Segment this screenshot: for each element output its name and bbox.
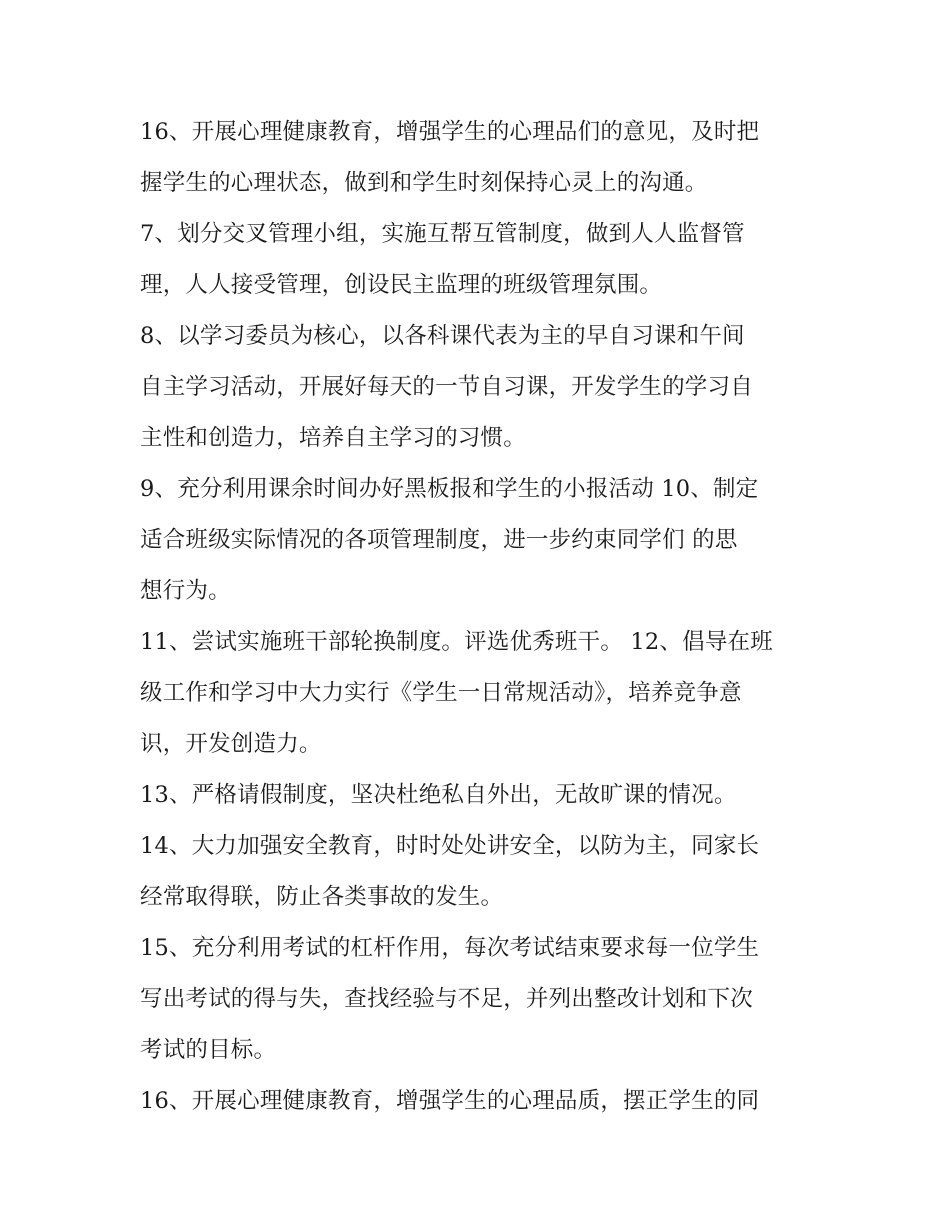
text-line: 主性和创造力，培养自主学习的习惯。 xyxy=(140,425,526,451)
text-line: 8、以学习委员为核心，以各科课代表为主的早自习课和午间 xyxy=(140,323,745,349)
text-line: 写出考试的得与失，查找经验与不足，并列出整改计划和下次 xyxy=(140,986,753,1012)
text-line: 考试的目标。 xyxy=(140,1037,277,1063)
text-line: 13、严格请假制度，坚决杜绝私自外出，无故旷课的情况。 xyxy=(140,782,737,808)
text-line: 7、划分交叉管理小组，实施互帮互管制度，做到人人监督管 xyxy=(140,221,745,247)
text-line: 9、充分利用课余时间办好黑板报和学生的小报活动 10、制定 xyxy=(140,476,759,502)
text-line: 想行为。 xyxy=(140,578,231,604)
text-line: 15、充分利用考试的杠杆作用，每次考试结束要求每一位学生 xyxy=(140,935,760,961)
text-line: 自主学习活动，开展好每天的一节自习课，开发学生的学习自 xyxy=(140,374,753,400)
text-line: 理，人人接受管理，创设民主监理的班级管理氛围。 xyxy=(140,272,663,298)
text-line: 级工作和学习中大力实行《学生一日常规活动》，培养竞争意 xyxy=(140,680,742,706)
text-line: 16、开展心理健康教育，增强学生的心理品们的意见，及时把 xyxy=(140,119,760,145)
text-line: 11、尝试实施班干部轮换制度。评选优秀班干。 12、倡导在班 xyxy=(140,629,773,655)
text-line: 16、开展心理健康教育，增强学生的心理品质，摆正学生的同 xyxy=(140,1088,760,1114)
text-line: 适合班级实际情况的各项管理制度，进一步约束同学们 的思 xyxy=(140,527,738,553)
document-body xyxy=(140,107,820,1127)
text-line: 握学生的心理状态，做到和学生时刻保持心灵上的沟通。 xyxy=(140,170,708,196)
text-line: 经常取得联，防止各类事故的发生。 xyxy=(140,884,504,910)
text-line: 识，开发创造力。 xyxy=(140,731,322,757)
text-line: 14、大力加强安全教育，时时处处讲安全，以防为主，同家长 xyxy=(140,833,760,859)
